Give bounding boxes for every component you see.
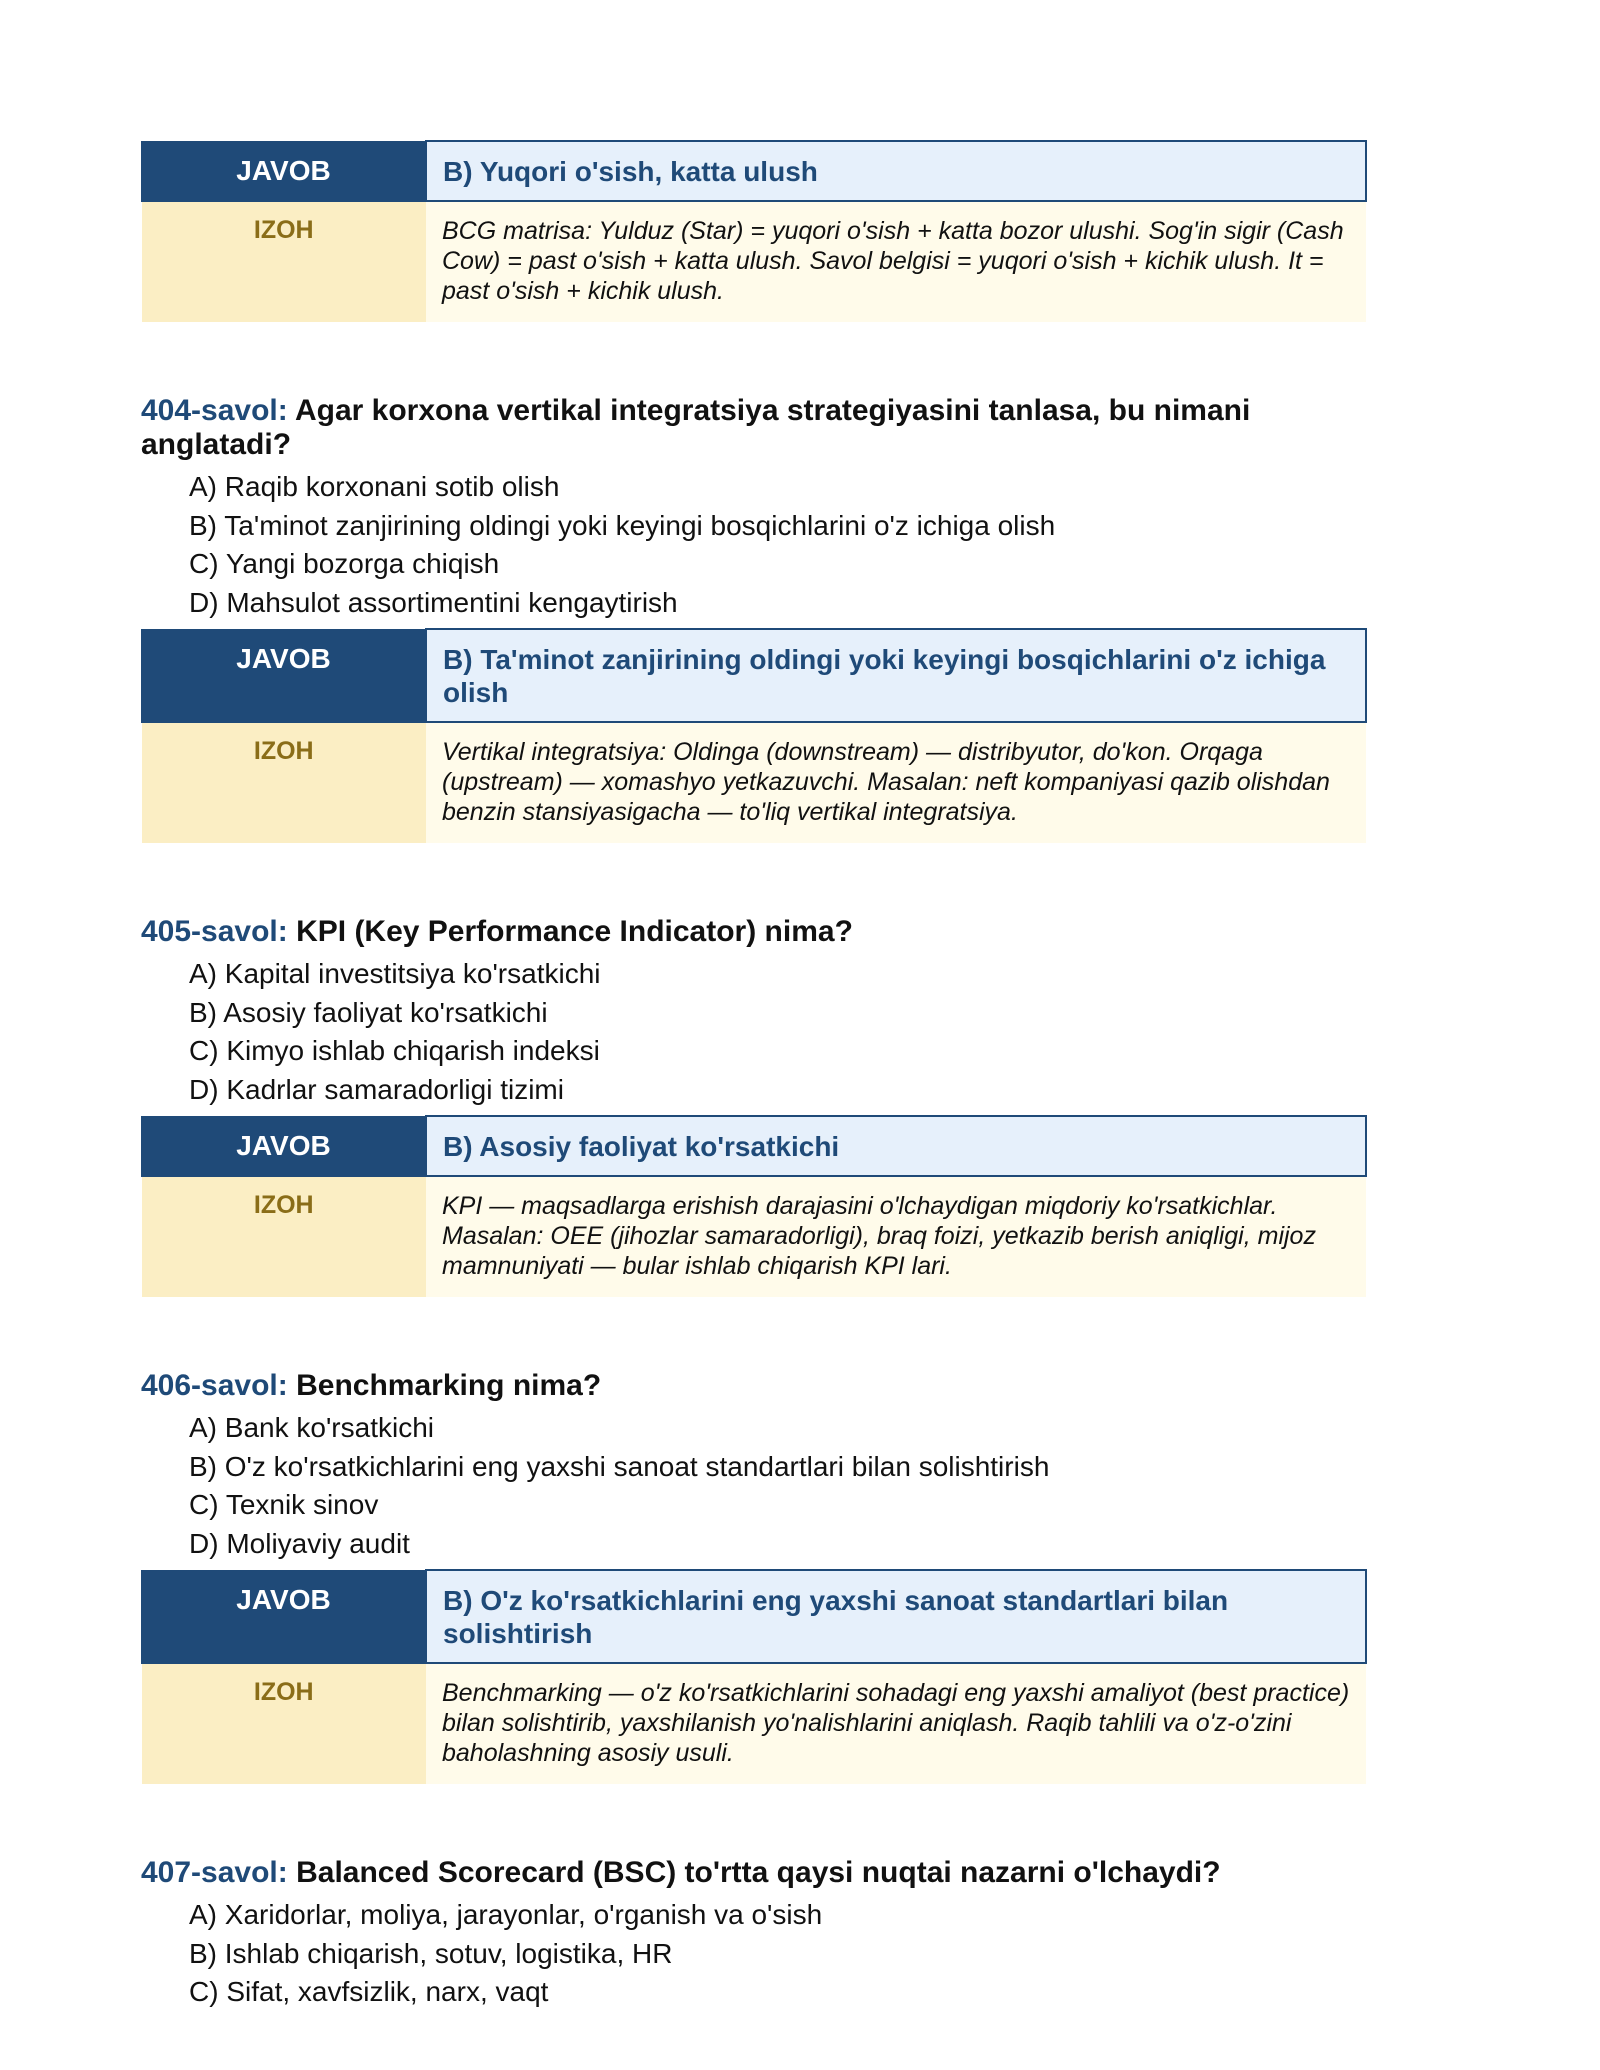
question-number: 405-savol: [141,915,288,948]
option-d: D) Moliyaviy audit [189,1527,410,1559]
javob-label: JAVOB [142,1116,427,1176]
javob-value: B) Yuqori o'sish, katta ulush [426,141,1366,201]
answer-table [141,628,1367,843]
izoh-label: IZOH [142,722,427,843]
options-list [189,468,1367,622]
javob-value: B) Asosiy faoliyat ko'rsatkichi [426,1116,1366,1176]
question-text: Agar korxona vertikal integratsiya strategiyasini tanlasa, bu nimani anglatadi? [141,394,1251,461]
option-b: B) O'z ko'rsatkichlarini eng yaxshi sanoat standartlari bilan solishtirish [189,1450,1050,1482]
document-page [141,140,1367,2018]
question-text: Balanced Scorecard (BSC) to'rtta qaysi nuqtai nazarni o'lchaydi? [296,1856,1221,1889]
answer-table [141,1115,1367,1297]
javob-label: JAVOB [142,141,427,201]
options-list [189,1896,1367,2012]
options-list [189,955,1367,1109]
answer-table [141,1569,1367,1784]
option-c: C) Sifat, xavfsizlik, narx, vaqt [189,1976,549,2007]
question-number: 404-savol: [141,394,288,427]
question-block-405 [141,915,1367,1297]
question-text: KPI (Key Performance Indicator) nima? [296,915,853,948]
question-heading [141,394,1367,462]
option-c: C) Yangi bozorga chiqish [189,548,500,579]
javob-value: B) O'z ko'rsatkichlarini eng yaxshi sanoat standartlari bilan solishtirish [426,1570,1366,1663]
question-heading [141,915,1367,949]
option-b: B) Ta'minot zanjirining oldingi yoki keyingi bosqichlarini o'z ichiga olish [189,509,1056,541]
question-heading [141,1369,1367,1403]
option-a: A) Xaridorlar, moliya, jarayonlar, o'rganish va o'sish [189,1899,823,1930]
izoh-value: Vertikal integratsiya: Oldinga (downstream) — distribyutor, do'kon. Orqaga (upstream) — xomashyo yetkazuvchi. Masalan: neft kompaniyasi qazib olishdan benzin stansiyasigacha — to'liq vertikal integratsiya. [426,722,1366,843]
option-a: A) Bank ko'rsatkichi [189,1412,434,1443]
question-block-407 [141,1856,1367,2012]
answer-table [141,140,1367,322]
question-text: Benchmarking nima? [296,1369,602,1402]
option-d: D) Kadrlar samaradorligi tizimi [189,1073,564,1105]
option-c: C) Texnik sinov [189,1489,379,1520]
option-c: C) Kimyo ishlab chiqarish indeksi [189,1035,600,1066]
options-list [189,1409,1367,1563]
question-block-406 [141,1369,1367,1784]
question-heading [141,1856,1367,1890]
option-d: D) Mahsulot assortimentini kengaytirish [189,586,678,618]
javob-value: B) Ta'minot zanjirining oldingi yoki keyingi bosqichlarini o'z ichiga olish [426,629,1366,722]
question-number: 406-savol: [141,1369,288,1402]
javob-label: JAVOB [142,1570,427,1663]
option-b: B) Ishlab chiqarish, sotuv, logistika, HR [189,1937,673,1969]
option-a: A) Kapital investitsiya ko'rsatkichi [189,958,601,989]
javob-label: JAVOB [142,629,427,722]
question-number: 407-savol: [141,1856,288,1889]
izoh-value: KPI — maqsadlarga erishish darajasini o'lchaydigan miqdoriy ko'rsatkichlar. Masalan: OEE (jihozlar samaradorligi), braq foizi, yetkazib berish aniqligi, mijoz mamnuniyati — bular ishlab chiqarish KPI lari. [426,1176,1366,1297]
option-b: B) Asosiy faoliyat ko'rsatkichi [189,996,548,1028]
izoh-label: IZOH [142,1176,427,1297]
izoh-label: IZOH [142,201,427,322]
izoh-label: IZOH [142,1663,427,1784]
option-a: A) Raqib korxonani sotib olish [189,471,560,502]
question-block-404 [141,394,1367,843]
izoh-value: Benchmarking — o'z ko'rsatkichlarini sohadagi eng yaxshi amaliyot (best practice) bilan solishtirib, yaxshilanish yo'nalishlarini aniqlash. Raqib tahlili va o'z-o'zini baholashning asosiy usuli. [426,1663,1366,1784]
izoh-value: BCG matrisa: Yulduz (Star) = yuqori o'sish + katta bozor ulushi. Sog'in sigir (Cash Cow) = past o'sish + katta ulush. Savol belgisi = yuqori o'sish + kichik ulush. It = past o'sish + kichik ulush. [426,201,1366,322]
